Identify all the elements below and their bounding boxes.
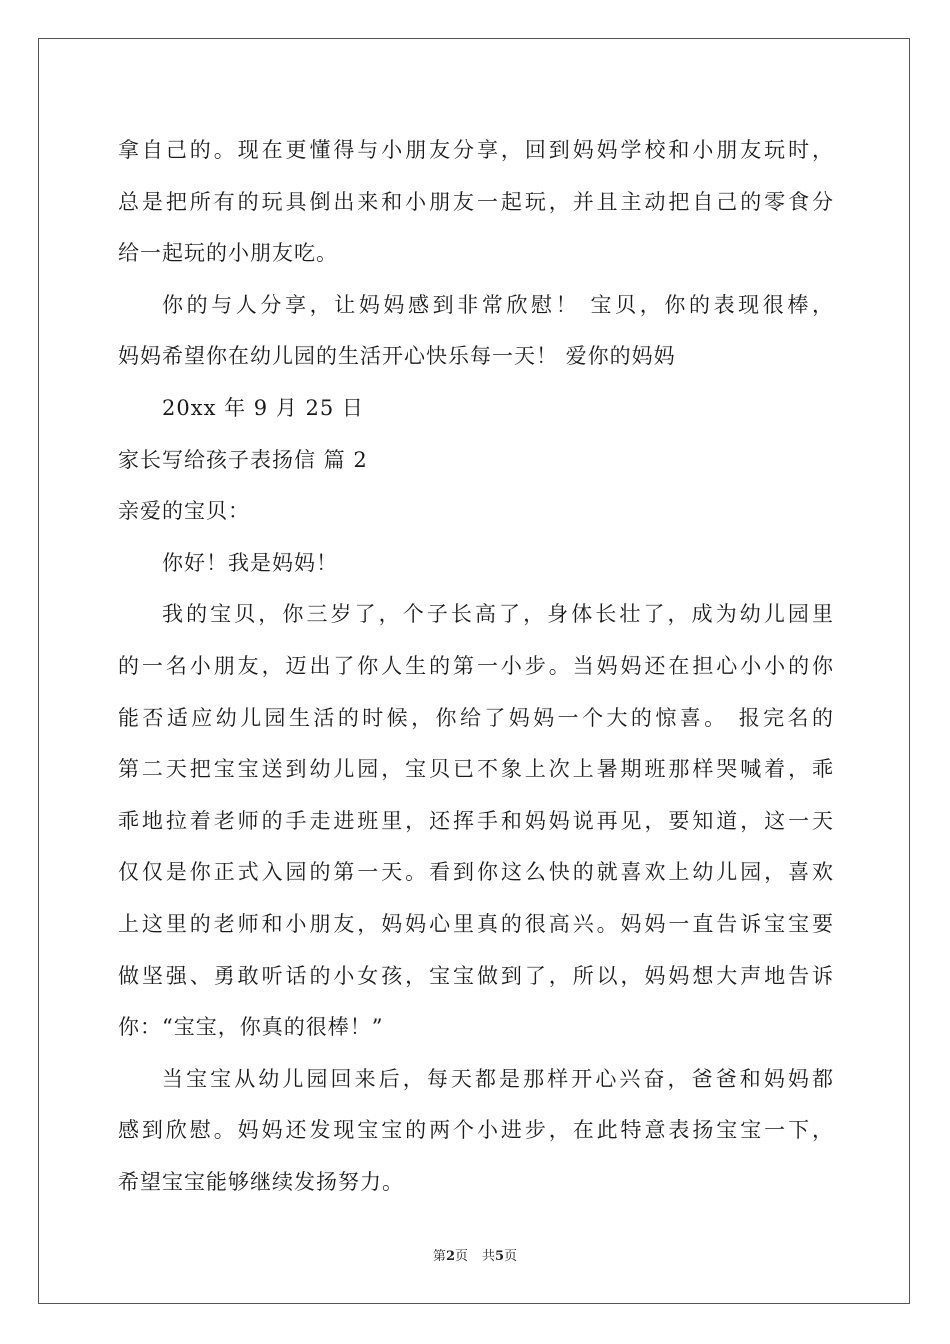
text-line: 仅仅是你正式入园的第一天。看到你这么快的就喜欢上幼儿园，喜欢 (118, 860, 834, 885)
total-page-count: 5 (495, 1249, 505, 1264)
text-line: 家长写给孩子表扬信 篇 2 (118, 447, 368, 472)
page-number-prefix: 第 (432, 1249, 446, 1264)
text-line: 的一名小朋友，迈出了你人生的第一小步。当妈妈还在担心小小的你 (118, 653, 834, 678)
text-line: 你的与人分享，让妈妈感到非常欣慰！ 宝贝，你的表现很棒， (162, 292, 834, 317)
text-line: 上这里的老师和小朋友，妈妈心里真的很高兴。妈妈一直告诉宝宝要 (118, 911, 834, 936)
text-line: 乖地拉着老师的手走进班里，还挥手和妈妈说再见，要知道，这一天 (118, 808, 834, 833)
text-line: 你好！我是妈妈！ (162, 550, 338, 575)
text-line: 亲爱的宝贝： (118, 499, 250, 524)
text-line: 妈妈希望你在幼儿园的生活开心快乐每一天！ 爱你的妈妈 (118, 344, 676, 369)
text-line: 我的宝贝，你三岁了，个子长高了，身体长壮了，成为幼儿园里 (162, 602, 834, 627)
page-number-suffix: 页 (454, 1249, 468, 1264)
text-line: 感到欣慰。妈妈还发现宝宝的两个小进步，在此特意表扬宝宝一下， (118, 1118, 834, 1143)
text-line: 你：“宝宝，你真的很棒！” (118, 1015, 384, 1040)
page-footer (0, 1248, 950, 1266)
text-line: 当宝宝从幼儿园回来后，每天都是那样开心兴奋，爸爸和妈妈都 (162, 1066, 834, 1091)
text-line: 希望宝宝能够继续发扬努力。 (118, 1169, 404, 1194)
total-pages-prefix: 共 (482, 1249, 496, 1264)
text-line: 能否适应幼儿园生活的时候，你给了妈妈一个大的惊喜。 报完名的 (118, 705, 834, 730)
total-pages-suffix: 页 (504, 1249, 518, 1264)
text-line: 20xx 年 9 月 25 日 (162, 395, 364, 420)
text-line: 做坚强、勇敢听话的小女孩，宝宝做到了，所以，妈妈想大声地告诉 (118, 963, 834, 988)
text-line: 给一起玩的小朋友吃。 (118, 241, 338, 266)
text-line: 拿自己的。现在更懂得与小朋友分享，回到妈妈学校和小朋友玩时， (118, 138, 834, 162)
text-line: 第二天把宝宝送到幼儿园，宝贝已不象上次上暑期班那样哭喊着，乖 (118, 757, 834, 782)
document-body (118, 128, 834, 1211)
current-page-number: 2 (445, 1249, 455, 1264)
text-line: 总是把所有的玩具倒出来和小朋友一起玩，并且主动把自己的零食分 (118, 189, 834, 214)
